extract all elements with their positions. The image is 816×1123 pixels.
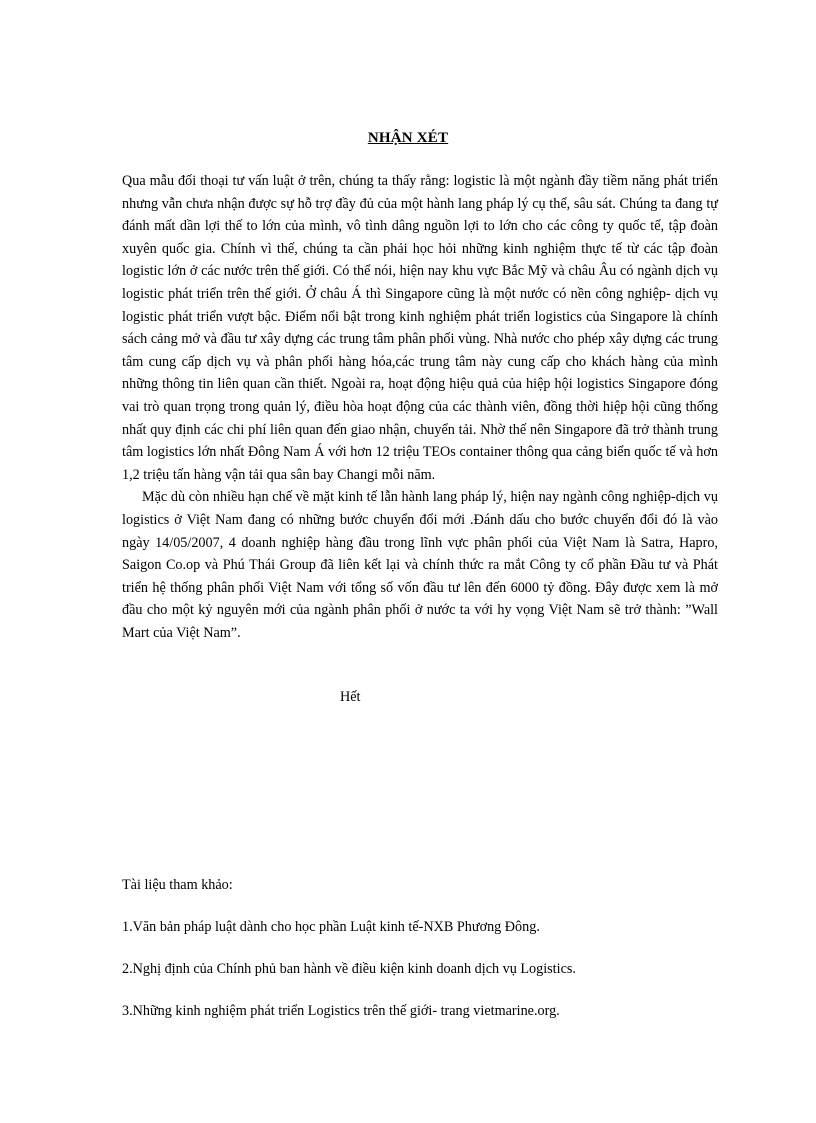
- references-section: [122, 874, 722, 1042]
- reference-item-1: 1.Văn bản pháp luật dành cho học phần Luật kinh tế-NXB Phương Đông.: [122, 919, 540, 935]
- paragraph-1: Qua mẫu đối thoại tư vấn luật ở trên, chúng ta thấy rằng: logistic là một ngành đầy tiềm năng phát triển nhưng vẫn chưa nhận được sự hỗ trợ đầy đủ của một hành lang pháp lý cụ thể, sâu sát. Chúng ta đang tự đánh mất dần lợi thế to lớn của mình, vô tình dâng nguồn lợi to lớn cho các công ty quốc tế, tập đoàn xuyên quốc gia. Chính vì thế, chúng ta cần phải học hỏi những kinh nghiệm thực tế từ các tập đoàn logistic lớn ở các nước trên thế giới. Có thể nói, hiện nay khu vực Bắc Mỹ và châu Âu có ngành dịch vụ logistic phát triển trên thế giới. Ở châu Á thì Singapore cũng là một nước có nền công nghiệp- dịch vụ logistic phát triển vượt bậc. Điểm nổi bật trong kinh nghiệm phát triển logistics của Singapore là chính sách cảng mở và đầu tư xây dựng các trung tâm phân phối vùng. Nhà nước cho phép xây dựng các trung tâm cung cấp dịch vụ và phân phối hàng hóa,các trung tâm này cung cấp cho khách hàng của mình những thông tin liên quan cần thiết. Ngoài ra, hoạt động hiệu quả của hiệp hội logistics Singapore đóng vai trò quan trọng trong quản lý, điều hòa hoạt động của các thành viên, đồng thời hiệp hội cũng thống nhất quy định các chi phí liên quan đến giao nhận, chuyển tải. Nhờ thế nên Singapore đã trở thành trung tâm logistics lớn nhất Đông Nam Á với hơn 12 triệu TEOs container thông qua cảng biển quốc tế và hơn 1,2 triệu tấn hàng vận tải qua sân bay Changi mỗi năm.: [122, 173, 718, 483]
- reference-item-3: 3.Những kinh nghiệm phát triển Logistics trên thế giới- trang vietmarine.org.: [122, 1003, 560, 1019]
- paragraph-2: Mặc dù còn nhiều hạn chế về mặt kinh tế lẫn hành lang pháp lý, hiện nay ngành công nghiệp-dịch vụ logistics ở Việt Nam đang có những bước chuyển đổi mới .Đánh dấu cho bước chuyển đổi đó là vào ngày 14/05/2007, 4 doanh nghiệp hàng đầu trong lĩnh vực phân phối của Việt Nam là Satra, Hapro, Saigon Co.op và Phú Thái Group đã liên kết lại và chính thức ra mắt Công ty cổ phần Đầu tư và Phát triển hệ thống phân phối Việt Nam với tổng số vốn đầu tư lên đến 6000 tỷ đồng. Đây được xem là mở đầu cho một kỷ nguyên mới của ngành phân phối ở nước ta với hy vọng Việt Nam sẽ trở thành: ”Wall Mart của Việt Nam”.: [122, 489, 718, 641]
- body-text: [122, 170, 718, 644]
- reference-item-2: 2.Nghị định của Chính phủ ban hành về điều kiện kinh doanh dịch vụ Logistics.: [122, 961, 576, 977]
- references-heading: Tài liệu tham khảo:: [122, 877, 233, 893]
- page-title: NHẬN XÉT: [367, 130, 449, 146]
- end-mark: Hết: [340, 689, 361, 705]
